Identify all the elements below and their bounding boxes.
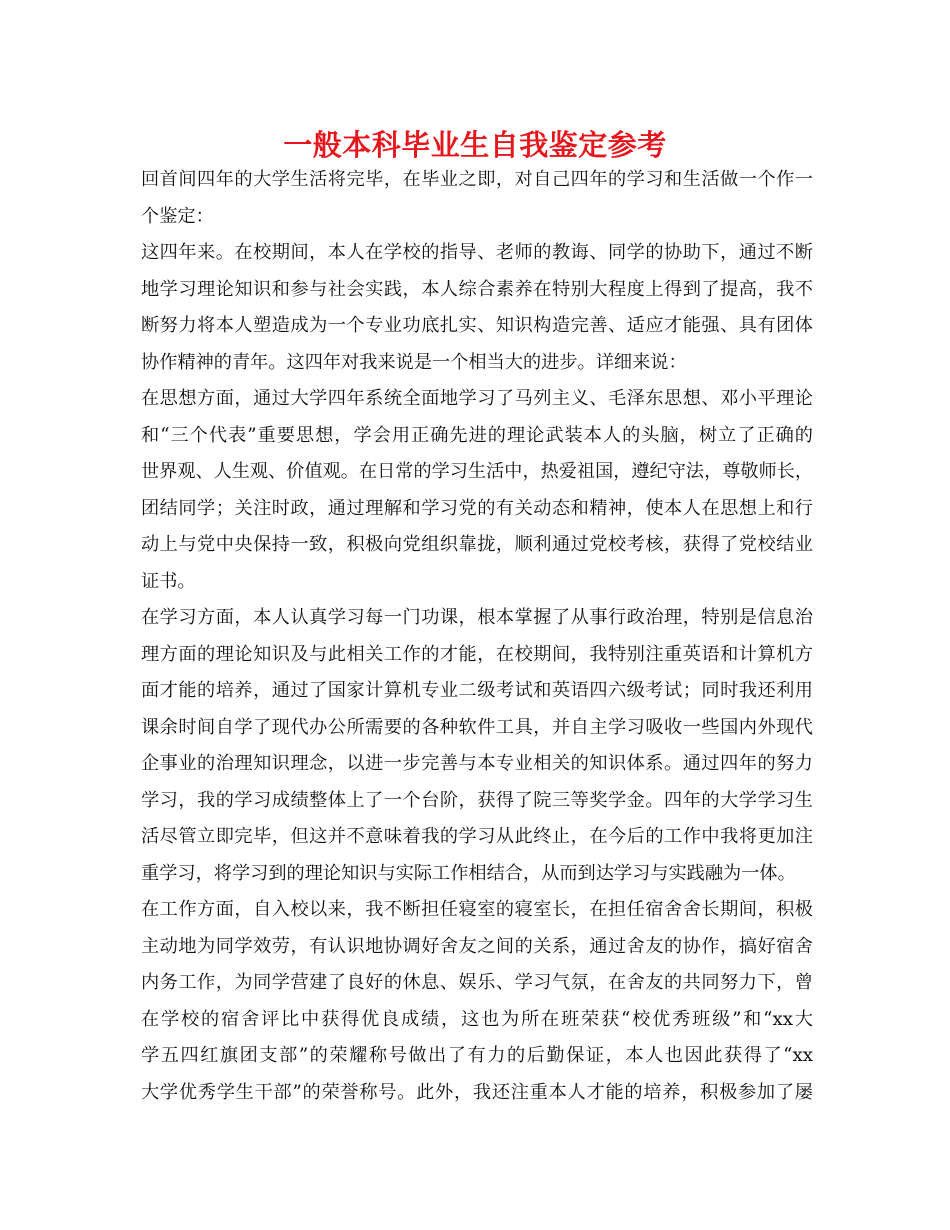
body-line: 地学习理论知识和参与社会实践，本人综合素养在特别大程度上得到了提高，我不 — [141, 278, 813, 300]
body-line: 团结同学；关注时政，通过理解和学习党的有关动态和精神，使本人在思想上和行 — [141, 497, 813, 519]
body-line: 动上与党中央保持一致，积极向党组织靠拢，顺利通过党校考核，获得了党校结业 — [141, 534, 813, 555]
body-line: 面才能的培养，通过了国家计算机专业二级考试和英语四六级考试；同时我还利用 — [141, 680, 813, 701]
body-line: 个鉴定： — [141, 205, 214, 227]
document-body — [141, 162, 813, 1111]
body-line: 断努力将本人塑造成为一个专业功底扎实、知识构造完善、适应才能强、具有团体 — [141, 315, 813, 336]
body-line: 这四年来。在校期间，本人在学校的指导、老师的教诲、同学的协助下，通过不断 — [141, 242, 813, 263]
body-line: 世界观、人生观、价值观。在日常的学习生活中，热爱祖国，遵纪守法，尊敬师长， — [141, 461, 813, 482]
body-line: 内务工作，为同学营建了良好的休息、娱乐、学习气氛，在舍友的共同努力下，曾 — [141, 972, 813, 993]
body-line: 重学习，将学习到的理论知识与实际工作相结合，从而到达学习与实践融为一体。 — [141, 862, 796, 884]
body-line: 证书。 — [141, 570, 196, 592]
body-line: 主动地为同学效劳，有认识地协调好舍友之间的关系，通过舍友的协作，搞好宿舍 — [141, 935, 813, 957]
body-line: 理方面的理论知识及与此相关工作的才能，在校期间，我特别注重英语和计算机方 — [141, 643, 813, 665]
body-line: 和“三个代表”重要思想，学会用正确先进的理论武装本人的头脑，树立了正确的 — [141, 424, 813, 446]
body-line: 在思想方面，通过大学四年系统全面地学习了马列主义、毛泽东思想、邓小平理论 — [141, 388, 813, 409]
body-line: 在工作方面，自入校以来，我不断担任寝室的寝室长，在担任宿舍舍长期间，积极 — [141, 899, 813, 920]
body-line: 学习，我的学习成绩整体上了一个台阶，获得了院三等奖学金。四年的大学学习生 — [141, 789, 813, 811]
body-line: 协作精神的青年。这四年对我来说是一个相当大的进步。详细来说： — [141, 351, 687, 373]
body-line: 活尽管立即完毕，但这并不意味着我的学习从此终止，在今后的工作中我将更加注 — [141, 826, 813, 847]
body-line: 企事业的治理知识理念，以进一步完善与本专业相关的知识体系。通过四年的努力 — [141, 753, 813, 774]
body-line: 在学习方面，本人认真学习每一门功课，根本掌握了从事行政治理，特别是信息治 — [141, 607, 813, 628]
body-line: 大学优秀学生干部”的荣誉称号。此外，我还注重本人才能的培养，积极参加了屡 — [141, 1081, 813, 1103]
body-line: 课余时间自学了现代办公所需要的各种软件工具，并自主学习吸收一些国内外现代 — [141, 716, 813, 738]
body-line: 学五四红旗团支部”的荣耀称号做出了有力的后勤保证，本人也因此获得了“xx — [141, 1045, 813, 1066]
body-line: 在学校的宿舍评比中获得优良成绩，这也为所在班荣获“校优秀班级”和“xx大 — [141, 1008, 813, 1030]
body-line: 回首间四年的大学生活将完毕，在毕业之即，对自己四年的学习和生活做一个作一 — [141, 169, 813, 190]
document-title: 一般本科毕业生自我鉴定参考 — [283, 128, 667, 162]
